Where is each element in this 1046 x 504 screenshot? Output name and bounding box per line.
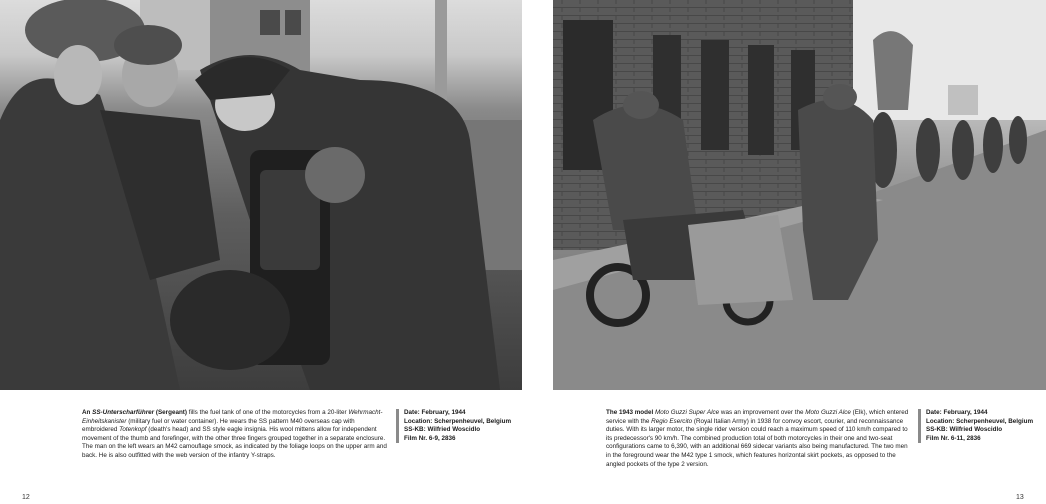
left-meta-location: Location: Scherpenheuvel, Belgium	[404, 417, 512, 425]
left-meta-credit: SS-KB: Wilfried Woscidlo	[404, 426, 481, 434]
photo-left-illustration	[0, 0, 522, 390]
right-caption: The 1943 model Moto Guzzi Super Alce was an improvement over the Moto Guzzi Alce (Elk), which entered service with the Regio Esercito (Royal Italian Army) in 1938 for convoy escort, courier, and reconnaissance duties. With its larger motor, the single rider version could reach a maximum speed of 110 km/h compared to its predecessor's 90 km/h. The combined production total of both motorcycles in their one and two-seat configurations came to 6,390, with an additional 669 sidecar variants also being manufactured. The two men in the foreground wear the M42 type 1 smock, which features horizontal skirt pockets, as opposed to the angled pockets of the type 2 version.	[606, 409, 909, 468]
left-photo-metadata	[396, 409, 524, 443]
photo-motorcycle-column	[553, 0, 1046, 390]
right-meta-film: Film Nr. 6-11, 2836	[926, 434, 981, 442]
right-meta-credit: SS-KB: Wilfried Woscidlo	[926, 426, 1003, 434]
left-caption-lead: An SS-Unterscharführer (Sergeant)	[82, 409, 187, 416]
left-caption: An SS-Unterscharführer (Sergeant) fills the fuel tank of one of the motorcycles from a 20-liter Wehrmacht-Einheitskanister (military fuel or water container). He wears the SS pattern M40 overseas cap with embroidered Totenkopf (death's head) and SS style eagle insignia. His wool mittens allow for independent movement of the thumb and forefinger, with the other three fingers grouped together in a separate enclosure. The man on the left wears an M42 camouflage smock, as indicated by the foliage loops on the upper arm and back. He is also outfitted with the web version of the infantry Y-straps.	[82, 409, 387, 459]
right-photo-metadata	[918, 409, 1044, 443]
photo-right-illustration	[553, 0, 1046, 390]
left-page-number: 12	[22, 494, 30, 501]
right-page-number: 13	[1016, 494, 1024, 501]
left-meta-film: Film Nr. 6-9, 2836	[404, 434, 456, 442]
left-meta-date: Date: February, 1944	[404, 409, 466, 416]
right-caption-lead: The 1943 model	[606, 409, 654, 416]
right-meta-location: Location: Scherpenheuvel, Belgium	[926, 417, 1034, 425]
right-meta-date: Date: February, 1944	[926, 409, 988, 416]
photo-soldiers-refueling	[0, 0, 522, 390]
